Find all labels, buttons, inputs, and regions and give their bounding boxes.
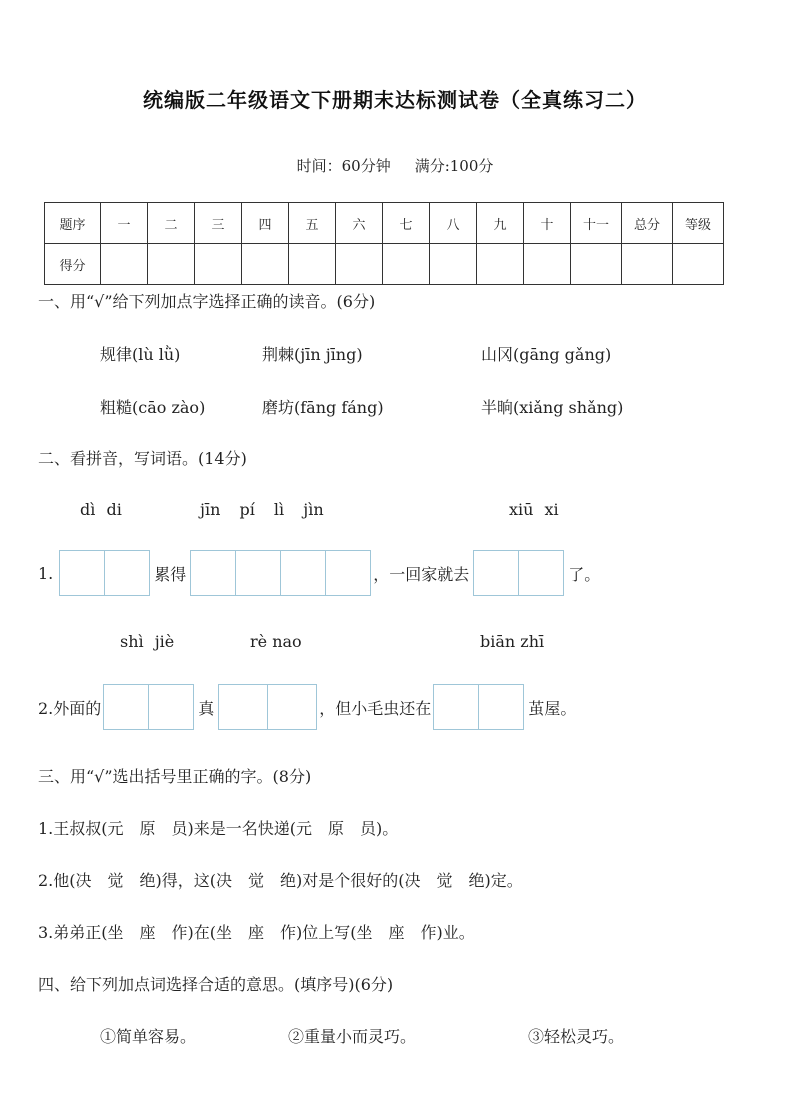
writing-cell[interactable]	[479, 685, 523, 729]
pinyin-prompt: dì di	[80, 500, 122, 519]
writing-cell[interactable]	[281, 551, 326, 595]
score-cell[interactable]	[383, 244, 430, 285]
pinyin-prompt: jīn pí lì jìn	[200, 500, 324, 519]
writing-cell[interactable]	[268, 685, 316, 729]
pinyin-choice-item[interactable]: 山冈(gāng gǎng)	[481, 345, 612, 364]
pinyin-prompt: shì jiè	[120, 632, 175, 651]
header-cell: 五	[289, 203, 336, 244]
score-cell[interactable]	[289, 244, 336, 285]
writing-cell[interactable]	[191, 551, 236, 595]
question-text: 真	[198, 698, 215, 718]
score-table-header-row	[45, 203, 724, 244]
pinyin-prompt: xiū xi	[509, 500, 559, 519]
char-choice-item[interactable]: 3.弟弟正(坐 座 作)在(坐 座 作)位上写(坐 座 作)业。	[38, 923, 475, 942]
writing-cell[interactable]	[105, 551, 149, 595]
exam-meta	[0, 155, 790, 176]
writing-cell[interactable]	[326, 551, 370, 595]
time-limit: 时间：60分钟	[296, 157, 391, 175]
pinyin-choice-item[interactable]: 规律(lù lǜ)	[100, 345, 181, 364]
section2-heading: 二、看拼音，写词语。(14分)	[38, 449, 247, 468]
char-choice-item[interactable]: 2.他(决 觉 绝)得，这(决 觉 绝)对是个很好的(决 觉 绝)定。	[38, 871, 523, 890]
writing-box-2[interactable]	[59, 550, 150, 596]
writing-cell[interactable]	[434, 685, 479, 729]
score-cell[interactable]	[622, 244, 673, 285]
pinyin-choice-item[interactable]: 半晌(xiǎng shǎng)	[481, 398, 624, 417]
score-cell[interactable]	[336, 244, 383, 285]
question-text: 2.外面的	[38, 698, 102, 718]
pinyin-prompt: biān zhī	[480, 632, 545, 651]
writing-cell[interactable]	[60, 551, 105, 595]
writing-cell[interactable]	[104, 685, 149, 729]
header-cell: 七	[383, 203, 430, 244]
score-cell[interactable]	[430, 244, 477, 285]
question-text: ，一回家就去	[373, 564, 470, 584]
score-table-score-row	[45, 244, 724, 285]
question-text: 茧屋。	[528, 698, 577, 718]
writing-box-2[interactable]	[433, 684, 524, 730]
writing-box-2[interactable]	[218, 684, 317, 730]
header-cell: 十	[524, 203, 571, 244]
char-choice-item[interactable]: 1.王叔叔(元 原 员)来是一名快递(元 原 员)。	[38, 819, 399, 838]
section1-heading: 一、用“√”给下列加点字选择正确的读音。(6分)	[38, 292, 376, 311]
pinyin-prompt: rè nao	[250, 632, 302, 651]
writing-cell[interactable]	[219, 685, 268, 729]
pinyin-choice-item[interactable]: 荆棘(jīn jīng)	[262, 345, 363, 364]
page-title: 统编版二年级语文下册期末达标测试卷（全真练习二）	[143, 88, 647, 112]
section3-heading: 三、用“√”选出括号里正确的字。(8分)	[38, 767, 312, 786]
score-cell[interactable]	[673, 244, 724, 285]
score-cell[interactable]	[477, 244, 524, 285]
header-cell: 二	[148, 203, 195, 244]
full-score: 满分:100分	[414, 157, 494, 175]
score-cell[interactable]	[148, 244, 195, 285]
header-cell: 十一	[571, 203, 622, 244]
header-cell: 总分	[622, 203, 673, 244]
score-cell[interactable]	[242, 244, 289, 285]
header-cell: 九	[477, 203, 524, 244]
header-cell: 一	[101, 203, 148, 244]
writing-cell[interactable]	[474, 551, 519, 595]
header-cell: 三	[195, 203, 242, 244]
pinyin-choice-item[interactable]: 粗糙(cāo zào)	[100, 398, 206, 417]
question-number: 1.	[38, 563, 54, 583]
question-text: 累得	[154, 564, 187, 584]
writing-box-2[interactable]	[103, 684, 194, 730]
header-cell: 等级	[673, 203, 724, 244]
meaning-option: ②重量小而灵巧。	[288, 1027, 417, 1046]
writing-cell[interactable]	[236, 551, 281, 595]
score-cell[interactable]	[571, 244, 622, 285]
score-table	[44, 202, 724, 285]
section4-heading: 四、给下列加点词选择合适的意思。(填序号)(6分)	[38, 975, 394, 994]
header-cell: 八	[430, 203, 477, 244]
writing-cell[interactable]	[519, 551, 563, 595]
header-cell: 六	[336, 203, 383, 244]
question-2-1	[38, 550, 600, 596]
question-text: 了。	[568, 564, 601, 584]
score-row-label: 得分	[45, 244, 101, 285]
score-cell[interactable]	[195, 244, 242, 285]
meaning-option: ③轻松灵巧。	[528, 1027, 625, 1046]
meaning-option: ①简单容易。	[100, 1027, 197, 1046]
pinyin-choice-item[interactable]: 磨坊(fāng fáng)	[262, 398, 384, 417]
question-2-2	[38, 684, 576, 730]
score-cell[interactable]	[524, 244, 571, 285]
question-text: ，但小毛虫还在	[319, 698, 432, 718]
header-cell: 四	[242, 203, 289, 244]
writing-box-4[interactable]	[190, 550, 371, 596]
writing-cell[interactable]	[149, 685, 193, 729]
score-cell[interactable]	[101, 244, 148, 285]
writing-box-2[interactable]	[473, 550, 564, 596]
header-cell: 题序	[45, 203, 101, 244]
